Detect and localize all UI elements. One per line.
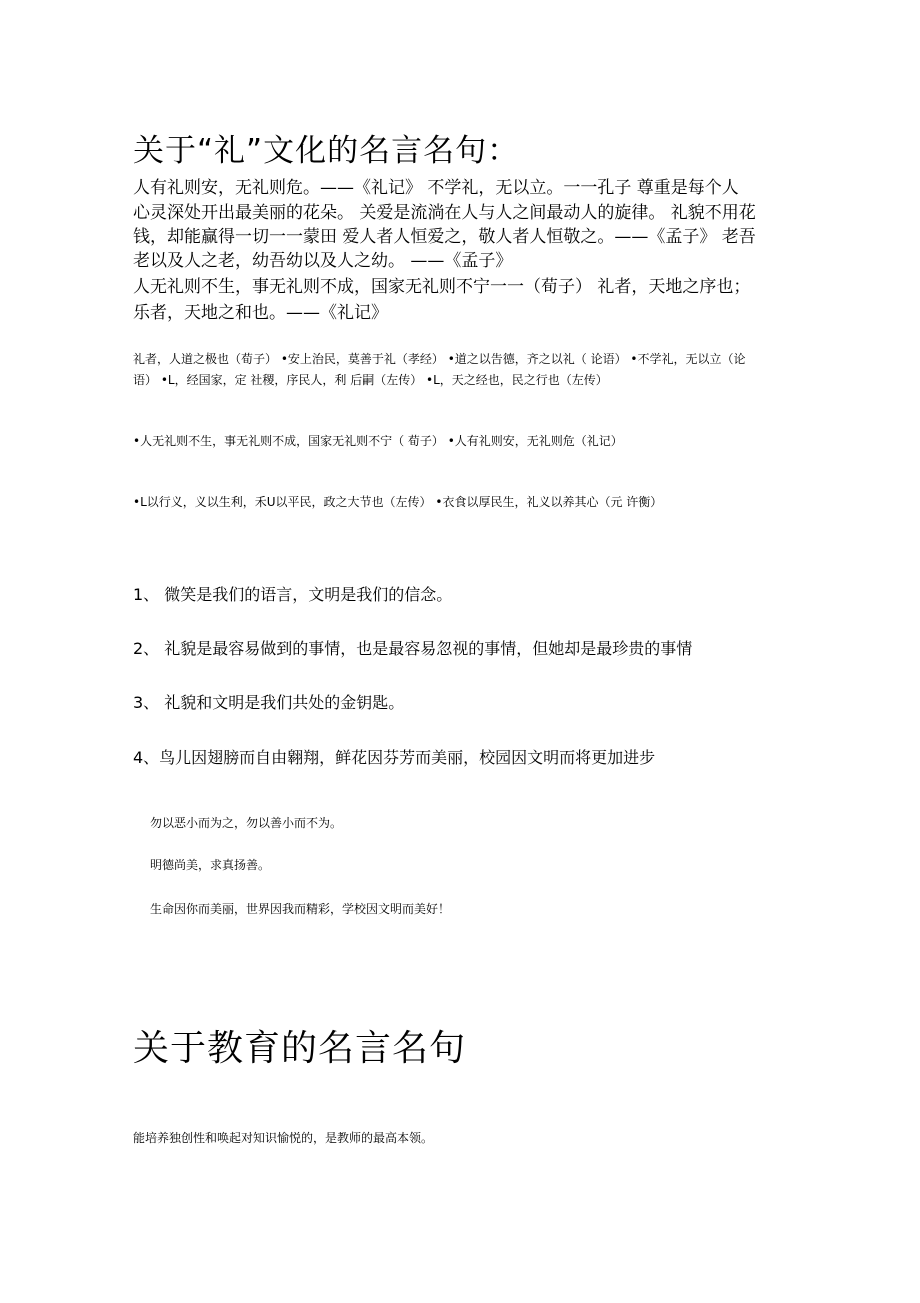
- classic-quotes-line: 语） •L，经国家，定 社稷，序民人，利 后嗣（左传） •L，天之经也，民之行也（左传）: [133, 373, 608, 387]
- classic-quotes-line: •L以行义，义以生利，禾U以平民，政之大节也（左传） •衣食以厚民生，礼义以养其心（元 许衡）: [133, 495, 663, 509]
- numbered-item: 4、鸟儿因翅膀而自由翱翔，鲜花因芬芳而美丽，校园因文明而将更加进步: [133, 748, 656, 767]
- quote-line: 钱，却能赢得一切一一蒙田 爱人者人恒爱之，敬人者人恒敬之。——《孟子》 老吾: [133, 227, 756, 247]
- quote-line: 乐者，天地之和也。——《礼记》: [133, 303, 388, 323]
- section-title-education: 关于教育的名言名句: [133, 1028, 467, 1069]
- motto-line: 明德尚美，求真扬善。: [150, 858, 271, 872]
- quote-line: 人有礼则安，无礼则危。——《礼记》 不学礼，无以立。一一孔子 尊重是每个人: [133, 178, 739, 198]
- classic-quotes-line: •人无礼则不生，事无礼则不成，国家无礼则不宁（ 荀子） •人有礼则安，无礼则危（礼记）: [133, 434, 623, 448]
- education-quote: 能培养独创性和唤起对知识愉悦的，是教师的最高本领。: [133, 1131, 434, 1145]
- classic-quotes-line: 礼者，人道之极也（荀子） •安上治民，莫善于礼（孝经） •道之以告德，齐之以礼（ 论语） •不学礼，无以立（论: [133, 352, 746, 366]
- numbered-item: 1、 微笑是我们的语言，文明是我们的信念。: [133, 585, 453, 604]
- numbered-item: 2、 礼貌是最容易做到的事情，也是最容易忽视的事情，但她却是最珍贵的事情: [133, 639, 693, 658]
- quote-line: 心灵深处开出最美丽的花朵。 关爱是流淌在人与人之间最动人的旋律。 礼貌不用花: [133, 203, 756, 223]
- quote-line: 老以及人之老，幼吾幼以及人之幼。 ——《孟子》: [133, 251, 513, 271]
- numbered-item: 3、 礼貌和文明是我们共处的金钥匙。: [133, 693, 405, 712]
- quote-line: 人无礼则不生，事无礼则不成，国家无礼则不宁一一（荀子） 礼者，天地之序也；: [133, 277, 751, 297]
- motto-line: 勿以恶小而为之，勿以善小而不为。: [150, 816, 343, 830]
- section-title-li-culture: 关于“礼”文化的名言名句：: [133, 133, 520, 169]
- motto-line: 生命因你而美丽，世界因我而精彩，学校因文明而美好！: [150, 902, 451, 916]
